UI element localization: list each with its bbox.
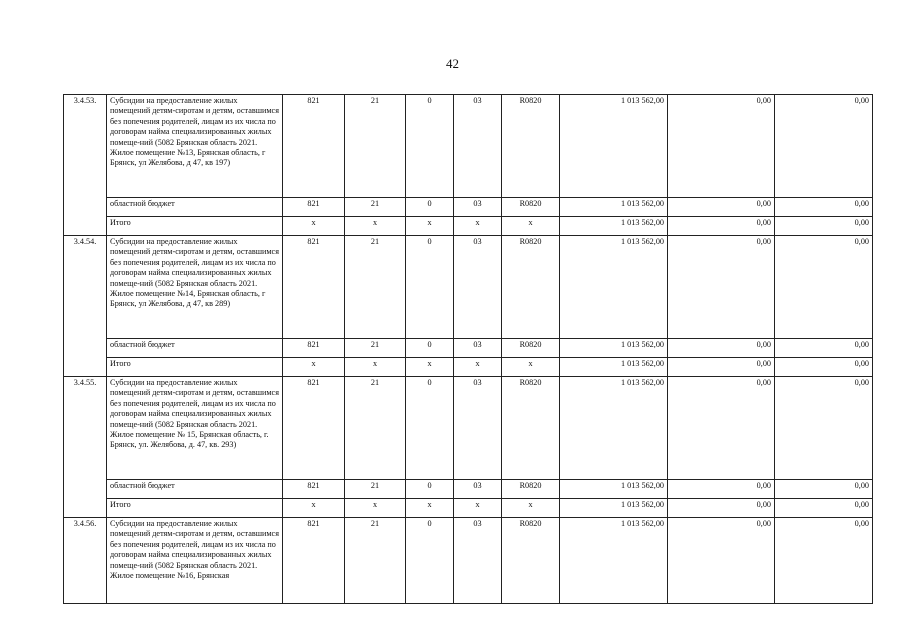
code-cell: 03 <box>454 480 502 499</box>
code-cell: 21 <box>345 377 406 480</box>
item-number: 3.4.53. <box>64 95 107 236</box>
budget-source-label: областной бюджет <box>107 198 283 217</box>
code-cell: x <box>454 499 502 518</box>
code-cell: x <box>283 358 345 377</box>
amount-cell: 0,00 <box>775 518 873 604</box>
item-description: Субсидии на предоставление жилых помещений детям-сиротам и детям, оставшимся без попечения родителей, лицам из их числа по договорам найма специализированных жилых помеще-ний (5082 Брянская область 2021. Жилое помещение №16, Брянская <box>107 518 283 604</box>
amount-cell: 1 013 562,00 <box>560 217 668 236</box>
code-cell: x <box>406 499 454 518</box>
table-row <box>64 198 873 217</box>
code-cell: 21 <box>345 236 406 339</box>
table-row <box>64 358 873 377</box>
amount-cell: 0,00 <box>775 339 873 358</box>
code-cell: R0820 <box>502 198 560 217</box>
code-cell: x <box>406 217 454 236</box>
code-cell: 821 <box>283 236 345 339</box>
item-description: Субсидии на предоставление жилых помещений детям-сиротам и детям, оставшимся без попечения родителей, лицам из их числа по договорам найма специализированных жилых помеще-ний (5082 Брянская область 2021. Жилое помещение № 15, Брянская область, г. Брянск, ул. Желябова, д. 47, кв. 293) <box>107 377 283 480</box>
budget-source-label: областной бюджет <box>107 339 283 358</box>
amount-cell: 0,00 <box>775 377 873 480</box>
amount-cell: 0,00 <box>668 236 775 339</box>
table-row <box>64 377 873 480</box>
amount-cell: 0,00 <box>668 358 775 377</box>
code-cell: 0 <box>406 518 454 604</box>
code-cell: R0820 <box>502 95 560 198</box>
amount-cell: 0,00 <box>775 198 873 217</box>
amount-cell: 0,00 <box>775 236 873 339</box>
budget-source-label: областной бюджет <box>107 480 283 499</box>
total-label: Итого <box>107 358 283 377</box>
code-cell: 821 <box>283 95 345 198</box>
code-cell: 21 <box>345 480 406 499</box>
code-cell: 21 <box>345 95 406 198</box>
amount-cell: 0,00 <box>775 217 873 236</box>
code-cell: x <box>502 217 560 236</box>
table-row <box>64 480 873 499</box>
amount-cell: 0,00 <box>668 95 775 198</box>
code-cell: R0820 <box>502 480 560 499</box>
table-row <box>64 217 873 236</box>
amount-cell: 1 013 562,00 <box>560 377 668 480</box>
code-cell: 21 <box>345 518 406 604</box>
amount-cell: 1 013 562,00 <box>560 236 668 339</box>
code-cell: 0 <box>406 236 454 339</box>
table-row <box>64 518 873 604</box>
amount-cell: 0,00 <box>775 95 873 198</box>
total-label: Итого <box>107 499 283 518</box>
code-cell: 03 <box>454 339 502 358</box>
budget-table <box>63 94 873 604</box>
code-cell: 821 <box>283 518 345 604</box>
code-cell: 0 <box>406 480 454 499</box>
code-cell: R0820 <box>502 339 560 358</box>
amount-cell: 0,00 <box>775 499 873 518</box>
code-cell: R0820 <box>502 518 560 604</box>
code-cell: x <box>345 217 406 236</box>
code-cell: R0820 <box>502 236 560 339</box>
code-cell: x <box>345 358 406 377</box>
amount-cell: 1 013 562,00 <box>560 499 668 518</box>
code-cell: 03 <box>454 518 502 604</box>
amount-cell: 0,00 <box>668 339 775 358</box>
code-cell: x <box>502 499 560 518</box>
amount-cell: 1 013 562,00 <box>560 480 668 499</box>
code-cell: 0 <box>406 95 454 198</box>
item-number: 3.4.55. <box>64 377 107 518</box>
amount-cell: 0,00 <box>668 518 775 604</box>
code-cell: 821 <box>283 198 345 217</box>
page-number: 42 <box>446 56 459 71</box>
code-cell: 21 <box>345 198 406 217</box>
table-row <box>64 95 873 198</box>
amount-cell: 0,00 <box>668 198 775 217</box>
table-row <box>64 499 873 518</box>
code-cell: 821 <box>283 480 345 499</box>
code-cell: x <box>454 358 502 377</box>
code-cell: 0 <box>406 339 454 358</box>
amount-cell: 0,00 <box>668 217 775 236</box>
amount-cell: 0,00 <box>668 499 775 518</box>
amount-cell: 0,00 <box>775 358 873 377</box>
code-cell: 03 <box>454 236 502 339</box>
table-row <box>64 236 873 339</box>
item-description: Субсидии на предоставление жилых помещений детям-сиротам и детям, оставшимся без попечения родителей, лицам из их числа по договорам найма специализированных жилых помеще-ний (5082 Брянская область 2021. Жилое помещение №13, Брянская область, г Брянск, ул Желябова, д 47, кв 197) <box>107 95 283 198</box>
total-label: Итого <box>107 217 283 236</box>
code-cell: 0 <box>406 198 454 217</box>
amount-cell: 1 013 562,00 <box>560 358 668 377</box>
code-cell: 03 <box>454 198 502 217</box>
code-cell: 821 <box>283 339 345 358</box>
amount-cell: 0,00 <box>668 480 775 499</box>
item-number: 3.4.56. <box>64 518 107 604</box>
table-row <box>64 339 873 358</box>
amount-cell: 1 013 562,00 <box>560 198 668 217</box>
amount-cell: 1 013 562,00 <box>560 518 668 604</box>
code-cell: x <box>502 358 560 377</box>
code-cell: x <box>283 217 345 236</box>
code-cell: x <box>345 499 406 518</box>
code-cell: 821 <box>283 377 345 480</box>
amount-cell: 0,00 <box>668 377 775 480</box>
code-cell: 0 <box>406 377 454 480</box>
code-cell: x <box>406 358 454 377</box>
item-number: 3.4.54. <box>64 236 107 377</box>
amount-cell: 1 013 562,00 <box>560 95 668 198</box>
item-description: Субсидии на предоставление жилых помещений детям-сиротам и детям, оставшимся без попечения родителей, лицам из их числа по договорам найма специализированных жилых помеще-ний (5082 Брянская область 2021. Жилое помещение №14, Брянская область, г Брянск, ул Желябова, д 47, кв 289) <box>107 236 283 339</box>
code-cell: 03 <box>454 95 502 198</box>
code-cell: 03 <box>454 377 502 480</box>
code-cell: x <box>283 499 345 518</box>
amount-cell: 1 013 562,00 <box>560 339 668 358</box>
amount-cell: 0,00 <box>775 480 873 499</box>
code-cell: x <box>454 217 502 236</box>
code-cell: R0820 <box>502 377 560 480</box>
code-cell: 21 <box>345 339 406 358</box>
